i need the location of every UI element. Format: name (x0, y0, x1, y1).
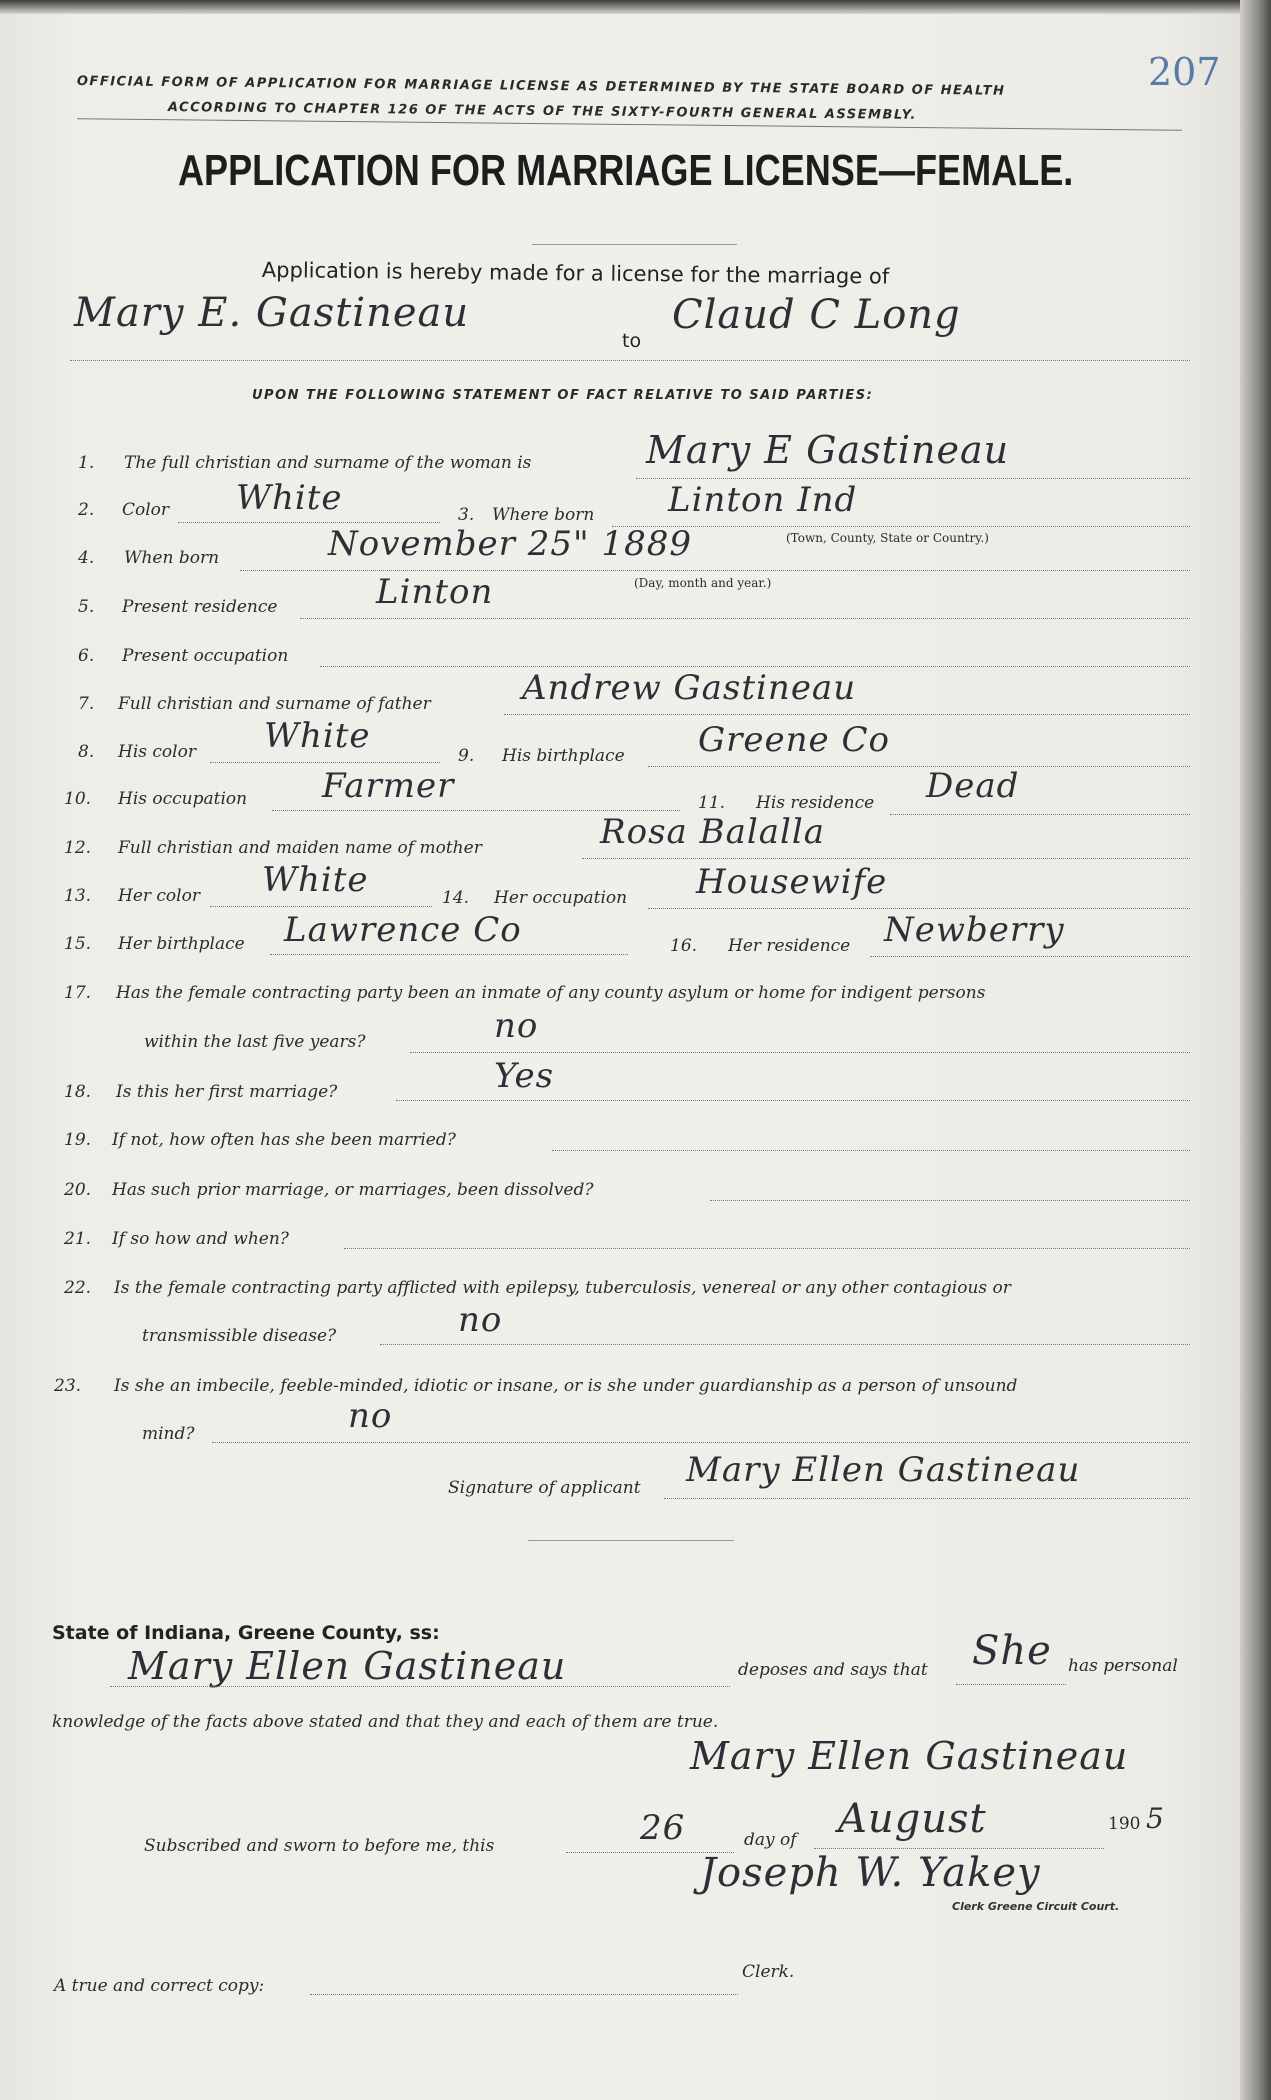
signature-line (664, 1498, 1190, 1499)
header-line-2: ACCORDING TO CHAPTER 126 OF THE ACTS OF THE SIXTY-FOURTH GENERAL ASSEMBLY. (167, 100, 917, 123)
signature-divider (528, 1540, 734, 1541)
field-5-label: Present residence (122, 597, 278, 617)
affidavit-pronoun-line (956, 1684, 1066, 1685)
field-13-line (210, 906, 432, 907)
affiant-signature: Mary Ellen Gastineau (690, 1734, 1129, 1778)
field-21-number: 21. (64, 1229, 92, 1249)
subscribed-day: 26 (640, 1808, 686, 1848)
field-23-label-2: mind? (142, 1424, 195, 1444)
field-19-label: If not, how often has she been married? (112, 1130, 456, 1150)
field-11-number: 11. (698, 793, 726, 813)
field-18-line (396, 1100, 1190, 1101)
subscribed-month: August (838, 1796, 987, 1842)
affidavit-name: Mary Ellen Gastineau (128, 1644, 567, 1688)
applicant-signature: Mary Ellen Gastineau (686, 1450, 1081, 1490)
field-19-line (552, 1150, 1190, 1151)
field-17-line (410, 1052, 1190, 1053)
field-5-value: Linton (376, 572, 494, 612)
field-12-number: 12. (64, 838, 92, 858)
affidavit-state: State of Indiana, Greene County, ss: (52, 1622, 440, 1644)
field-22-number: 22. (64, 1278, 92, 1298)
field-2-value: White (236, 478, 343, 518)
field-23-label: Is she an imbecile, feeble-minded, idiotic or insane, or is she under guardianship as a person of unsound (114, 1376, 1018, 1396)
month-line (814, 1848, 1104, 1849)
intro-to: to (622, 330, 642, 352)
field-14-value: Housewife (696, 862, 888, 902)
field-12-label: Full christian and maiden name of mother (118, 838, 482, 858)
field-23-value: no (348, 1396, 393, 1436)
field-7-line (504, 714, 1190, 715)
field-22-label: Is the female contracting party afflicted with epilepsy, tuberculosis, venereal or any other contagious or (114, 1278, 1011, 1298)
day-of-label: day of (744, 1830, 797, 1850)
field-3-number: 3. (458, 505, 475, 525)
field-18-label: Is this her first marriage? (116, 1082, 338, 1102)
field-22-label-2: transmissible disease? (142, 1326, 337, 1346)
field-13-label: Her color (118, 886, 200, 906)
field-11-value: Dead (926, 766, 1020, 806)
field-2-line (178, 522, 440, 523)
field-7-value: Andrew Gastineau (522, 668, 857, 708)
field-4-line (240, 570, 1190, 571)
copy-line (310, 1994, 738, 1995)
field-10-line (272, 810, 680, 811)
field-23-line (212, 1442, 1190, 1443)
field-1-label: The full christian and surname of the woman is (124, 453, 532, 473)
intro-text: Application is hereby made for a license for the marriage of (261, 258, 890, 289)
field-8-number: 8. (78, 742, 95, 762)
field-9-line (648, 766, 1190, 767)
field-14-label: Her occupation (494, 888, 628, 908)
field-1-number: 1. (78, 453, 95, 473)
field-20-number: 20. (64, 1180, 92, 1200)
groom-name: Claud C Long (672, 292, 961, 338)
affidavit-pronoun: She (972, 1628, 1052, 1674)
field-7-number: 7. (78, 694, 95, 714)
field-8-line (210, 762, 440, 763)
field-22-value: no (458, 1300, 503, 1340)
field-18-number: 18. (64, 1082, 92, 1102)
field-8-value: White (264, 716, 371, 756)
field-4-note: (Day, month and year.) (634, 576, 772, 590)
field-12-line (582, 858, 1190, 859)
field-15-label: Her birthplace (118, 934, 245, 954)
field-19-number: 19. (64, 1130, 92, 1150)
year-handwritten: 5 (1146, 1802, 1165, 1835)
field-8-label: His color (118, 742, 196, 762)
field-18-value: Yes (494, 1056, 555, 1096)
field-17-value: no (494, 1006, 539, 1046)
field-4-value: November 25" 1889 (328, 524, 692, 564)
field-16-value: Newberry (884, 910, 1065, 950)
field-1-value: Mary E Gastineau (646, 428, 1010, 472)
field-14-number: 14. (442, 888, 470, 908)
affidavit-line-2: knowledge of the facts above stated and that they and each of them are true. (52, 1712, 719, 1732)
field-10-number: 10. (64, 789, 92, 809)
field-13-number: 13. (64, 886, 92, 906)
field-11-label: His residence (756, 793, 875, 813)
clerk-title: Clerk Greene Circuit Court. (952, 1900, 1120, 1913)
field-21-line (344, 1248, 1190, 1249)
statement-heading: UPON THE FOLLOWING STATEMENT OF FACT RELATIVE TO SAID PARTIES: (252, 388, 874, 403)
field-16-line (870, 956, 1190, 957)
field-11-line (890, 814, 1190, 815)
book-spine-shadow (1240, 0, 1271, 2100)
page-top-edge (0, 0, 1271, 14)
header-rule (77, 118, 1182, 131)
field-10-label: His occupation (118, 789, 248, 809)
field-9-label: His birthplace (502, 746, 625, 766)
affidavit-has-personal: has personal (1068, 1656, 1178, 1676)
title-divider (532, 244, 737, 245)
field-3-line (612, 526, 1190, 527)
field-23-number: 23. (54, 1376, 82, 1396)
field-15-number: 15. (64, 934, 92, 954)
field-3-label: Where born (492, 505, 595, 525)
field-14-line (648, 908, 1190, 909)
field-2-label: Color (122, 500, 170, 520)
field-17-label: Has the female contracting party been an inmate of any county asylum or home for indigent persons (116, 983, 986, 1003)
field-20-label: Has such prior marriage, or marriages, been dissolved? (112, 1180, 594, 1200)
field-4-label: When born (124, 548, 220, 568)
field-4-number: 4. (78, 548, 95, 568)
field-15-value: Lawrence Co (284, 910, 522, 950)
intro-line (70, 360, 1190, 361)
copy-label: A true and correct copy: (54, 1976, 265, 1996)
field-16-number: 16. (670, 936, 698, 956)
signature-label: Signature of applicant (448, 1478, 641, 1498)
field-16-label: Her residence (728, 936, 851, 956)
field-21-label: If so how and when? (112, 1229, 289, 1249)
subscribed-label: Subscribed and sworn to before me, this (144, 1836, 495, 1856)
field-17-label-2: within the last five years? (144, 1032, 366, 1052)
field-1-line (636, 478, 1190, 479)
field-13-value: White (262, 860, 369, 900)
field-15-line (270, 954, 628, 955)
field-6-line (320, 666, 1190, 667)
field-2-number: 2. (78, 500, 95, 520)
field-12-value: Rosa Balalla (600, 812, 826, 852)
field-5-line (300, 618, 1190, 619)
field-10-value: Farmer (322, 766, 455, 806)
affidavit-deposes: deposes and says that (738, 1660, 928, 1680)
field-6-label: Present occupation (122, 646, 289, 666)
form-title: APPLICATION FOR MARRIAGE LICENSE—FEMALE. (178, 146, 1074, 195)
field-6-number: 6. (78, 646, 95, 666)
header-line-1: OFFICIAL FORM OF APPLICATION FOR MARRIAGE LICENSE AS DETERMINED BY THE STATE BOARD OF HEALTH (76, 74, 1006, 99)
page-number: 207 (1148, 50, 1221, 94)
field-3-note: (Town, County, State or Country.) (786, 531, 989, 545)
year-printed: 190 (1108, 1814, 1141, 1834)
field-5-number: 5. (78, 597, 95, 617)
field-9-value: Greene Co (698, 720, 890, 760)
bride-name: Mary E. Gastineau (74, 290, 470, 336)
field-20-line (710, 1200, 1190, 1201)
field-9-number: 9. (458, 746, 475, 766)
field-17-number: 17. (64, 983, 92, 1003)
copy-clerk: Clerk. (742, 1962, 795, 1982)
field-22-line (380, 1344, 1190, 1345)
clerk-signature: Joseph W. Yakey (700, 1850, 1041, 1896)
field-3-value: Linton Ind (668, 480, 858, 520)
field-7-label: Full christian and surname of father (118, 694, 431, 714)
affidavit-name-line (110, 1686, 730, 1687)
